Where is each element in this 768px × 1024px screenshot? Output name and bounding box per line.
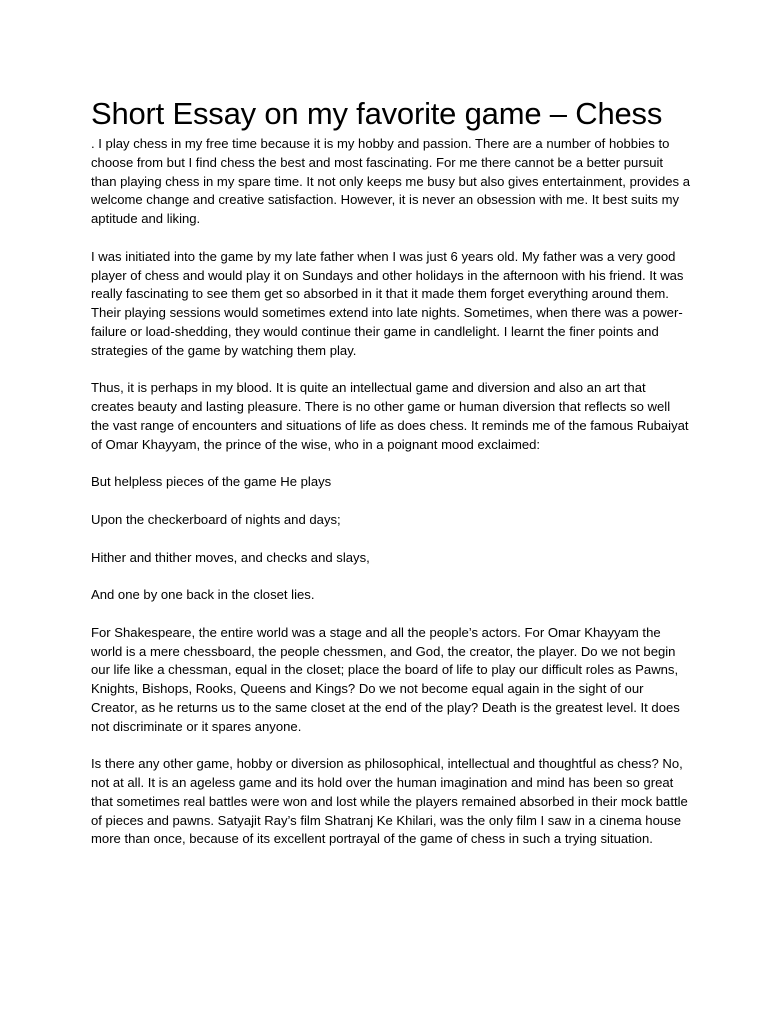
paragraph-blood: Thus, it is perhaps in my blood. It is quite an intellectual game and diversion and also an art that creates beauty and lasting pleasure. There is no other game or human diversion that reflects so well the vast range of encounters and situations of life as does chess. It reminds me of the famous Rubaiyat of Omar Khayyam, the prince of the wise, who in a poignant mood exclaimed: <box>91 380 689 452</box>
paragraph-spacer <box>91 737 691 756</box>
paragraph-spacer <box>91 530 691 549</box>
verse-line-4: And one by one back in the closet lies. <box>91 587 315 603</box>
document-title: Short Essay on my favorite game – Chess <box>91 96 663 131</box>
verse-line-3: Hither and thither moves, and checks and slays, <box>91 549 370 565</box>
paragraph-philosophical: Is there any other game, hobby or diversion as philosophical, intellectual and thoughtful as chess? No, not at all. It is an ageless game and its hold over the human imagination and mind has been so great that sometimes real battles were won and lost while the players remained absorbed in their mock battle of pieces and pawns. Satyajit Ray’s film Shatranj Ke Khilari, was the only film I saw in a cinema house more than once, because of its excellent portrayal of the game of chess in such a trying situation. <box>91 756 688 847</box>
paragraph-spacer <box>91 455 691 474</box>
paragraph-father: I was initiated into the game by my late father when I was just 6 years old. My father was a very good player of chess and would play it on Sundays and other holidays in the afternoon with his friend. It was really fascinating to see them get so absorbed in it that it made them forget everything around them. Their playing sessions would sometimes extend into late nights. Sometimes, when there was a power-failure or load-shedding, they would continue their game in candlelight. I learnt the finer points and strategies of the game by watching them play. <box>91 248 684 358</box>
paragraph-shakespeare: For Shakespeare, the entire world was a stage and all the people’s actors. For Omar Khayyam the world is a mere chessboard, the people chessmen, and God, the creator, the player. Do we not begin our life like a chessman, equal in the closet; place the board of life to play our difficult roles as Pawns, Knights, Bishops, Rooks, Queens and Kings? Do we not become equal again in the sight of our Creator, as he returns us to the same closet at the end of the play? Death is the greatest level. It does not discriminate or it spares anyone. <box>91 624 680 734</box>
verse-line-2: Upon the checkerboard of nights and days; <box>91 511 341 527</box>
paragraph-spacer <box>91 361 691 380</box>
paragraph-spacer <box>91 492 691 511</box>
paragraph-spacer <box>91 229 691 248</box>
paragraph-spacer <box>91 567 691 586</box>
verse-line-1: But helpless pieces of the game He plays <box>91 474 332 490</box>
paragraph-spacer <box>91 605 691 624</box>
document-page <box>91 92 691 849</box>
paragraph-intro: . I play chess in my free time because it is my hobby and passion. There are a number of hobbies to choose from but I find chess the best and most fascinating. For me there cannot be a better pursuit than playing chess in my spare time. It not only keeps me busy but also gives entertainment, provides a welcome change and creative satisfaction. However, it is never an obsession with me. It best suits my aptitude and liking. <box>91 136 690 227</box>
